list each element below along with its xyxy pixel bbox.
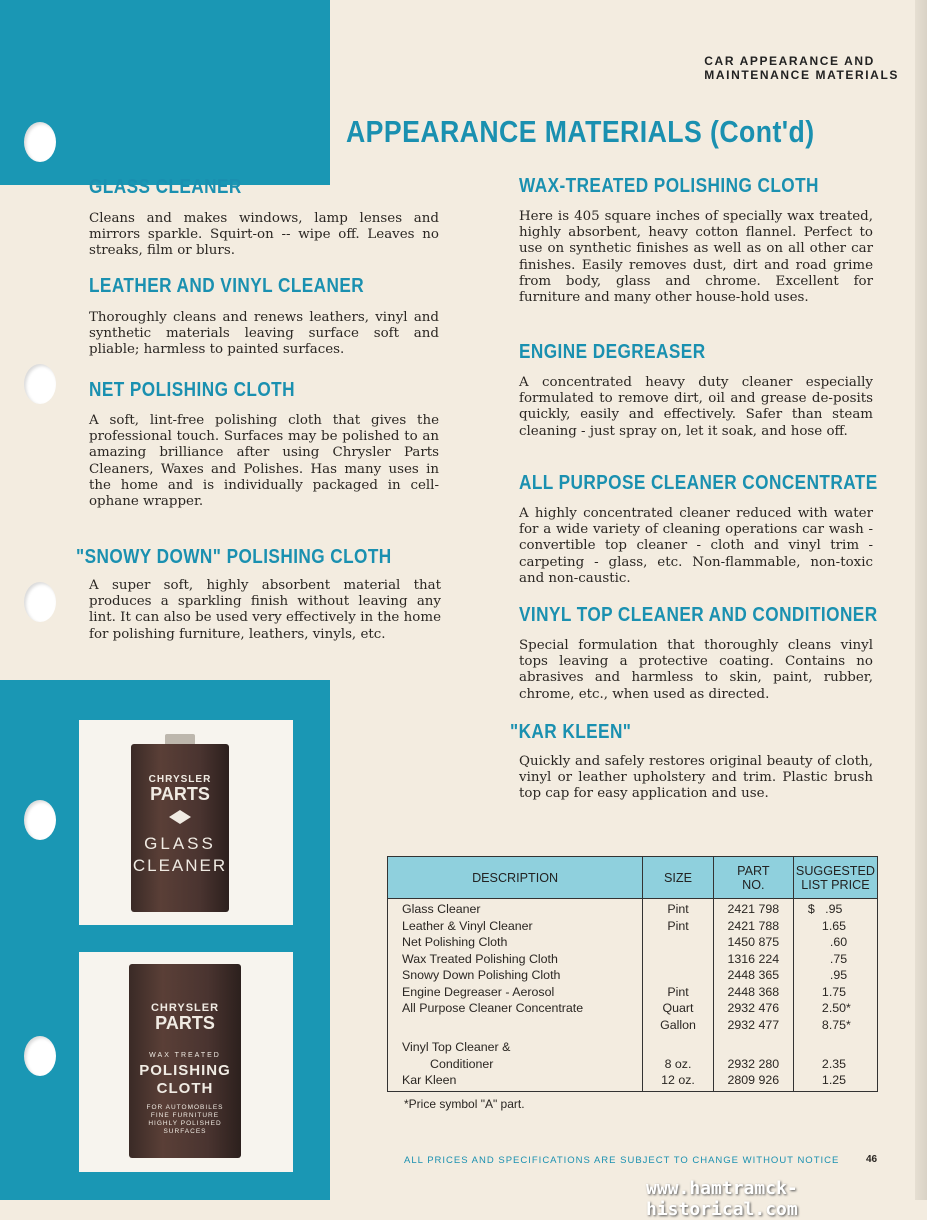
cell-size: 8 oz. (643, 1056, 714, 1073)
cell-part: 2421 788 (713, 918, 793, 935)
section-header-line: MAINTENANCE MATERIALS (704, 68, 899, 82)
cell-description: Vinyl Top Cleaner & (388, 1033, 643, 1056)
col-header-price-line1: SUGGESTED (795, 863, 875, 878)
cell-part: 1316 224 (713, 951, 793, 968)
col-header-description: DESCRIPTION (388, 857, 643, 899)
glass-cleaner-can (131, 744, 229, 912)
col-header-price (793, 857, 877, 899)
box-sub: WAX TREATED (149, 1052, 221, 1059)
all-purpose-text: A highly concentrated cleaner reduced with water for a wide variety of cleaning operations car wash - convertible top cleaner - cloth and vinyl trim - carpeting - glass, etc. Non-flammable, non-toxic and non-caustic. (519, 506, 873, 586)
table-row (388, 1017, 878, 1034)
cell-price: 2.50* (793, 1000, 877, 1017)
table-row (388, 899, 878, 918)
cell-price: 8.75* (793, 1017, 877, 1034)
cell-size: Pint (643, 918, 714, 935)
binder-hole (24, 582, 56, 622)
cell-part: 2448 365 (713, 967, 793, 984)
net-polishing-text: A soft, lint-free polishing cloth that gives the professional touch. Surfaces may be polished to an amazing brilliance after using Chrysler Parts Cleaners, Waxes and Polishes. Has many uses in the home and is individually packaged in cell-ophane wrapper. (89, 413, 439, 510)
glass-cleaner-text: Cleans and makes windows, lamp lenses and mirrors sparkle. Squirt-on -- wipe off. Leaves no streaks, film or blurs. (89, 211, 439, 259)
box-small3: HIGHLY POLISHED (148, 1120, 222, 1127)
all-purpose-heading: ALL PURPOSE CLEANER CONCENTRATE (519, 472, 878, 494)
binder-hole (24, 1036, 56, 1076)
price-table (387, 856, 878, 1092)
engine-degreaser-heading: ENGINE DEGREASER (519, 341, 706, 363)
table-row (388, 951, 878, 968)
snowy-down-text: A super soft, highly absorbent material that produces a sparkling finish without leaving any lint. It can also be used very effectively in the home for polishing furniture, leathers, vinyls, etc. (89, 578, 441, 642)
leather-vinyl-heading: LEATHER AND VINYL CLEANER (89, 275, 365, 297)
cell-part: 2932 280 (713, 1056, 793, 1073)
cell-size: Quart (643, 1000, 714, 1017)
cell-size (643, 1033, 714, 1056)
polishing-cloth-box (129, 964, 241, 1158)
cell-price: .95 (793, 967, 877, 984)
table-row (388, 934, 878, 951)
col-header-part (713, 857, 793, 899)
section-header-line: CAR APPEARANCE AND (704, 54, 875, 68)
pentastar-logo (169, 810, 191, 824)
cell-part: 2932 476 (713, 1000, 793, 1017)
box-line1: POLISHING (139, 1062, 231, 1079)
section-header (704, 54, 899, 82)
box-small1: FOR AUTOMOBILES (146, 1104, 224, 1111)
footer-notice: ALL PRICES AND SPECIFICATIONS ARE SUBJECT TO CHANGE WITHOUT NOTICE (404, 1155, 840, 1166)
cell-description: Kar Kleen (388, 1072, 643, 1091)
cell-size: Gallon (643, 1017, 714, 1034)
table-row (388, 967, 878, 984)
binder-hole (24, 364, 56, 404)
cell-part: 2809 926 (713, 1072, 793, 1091)
cell-price: 1.75 (793, 984, 877, 1001)
cell-description: Glass Cleaner (388, 899, 643, 918)
table-row (388, 1056, 878, 1073)
cell-description: Snowy Down Polishing Cloth (388, 967, 643, 984)
leather-vinyl-text: Thoroughly cleans and renews leathers, vinyl and synthetic materials leaving surface soft and pliable; harmless to painted surfaces. (89, 310, 439, 358)
box-line2: CLOTH (156, 1080, 214, 1097)
product-photo-polishing-cloth (79, 952, 293, 1172)
cell-part (713, 1033, 793, 1056)
kar-kleen-heading: "KAR KLEEN" (510, 721, 632, 743)
cell-size: 12 oz. (643, 1072, 714, 1091)
cell-price: .75 (793, 951, 877, 968)
wax-treated-text: Here is 405 square inches of specially wax treated, highly absorbent, heavy cotton flannel. Perfect to use on synthetic finishes as well as on all other car finishes. Easily removes dust, dirt and road grime from body, glass and chrome. Excellent for furniture and many other house-hold uses. (519, 209, 873, 306)
box-brand-bottom: PARTS (155, 1013, 215, 1033)
box-small2: FINE FURNITURE (150, 1112, 220, 1119)
net-polishing-heading: NET POLISHING CLOTH (89, 379, 295, 401)
col-header-part-line1: PART (737, 863, 770, 878)
cell-part: 2932 477 (713, 1017, 793, 1034)
can-brand-bottom: PARTS (150, 784, 210, 804)
col-header-price-line2: LIST PRICE (801, 877, 870, 892)
vinyl-top-text: Special formulation that thoroughly cleans vinyl tops leaving a protective coating. Contains no abrasives and harmless to skin, paint, rubber, chrome, etc., when used as directed. (519, 638, 873, 702)
cell-price: 1.25 (793, 1072, 877, 1091)
cell-part: 2421 798 (713, 899, 793, 918)
table-row (388, 1072, 878, 1091)
binder-hole (24, 122, 56, 162)
cell-price: 1.65 (793, 918, 877, 935)
col-header-part-line2: NO. (742, 877, 765, 892)
table-row (388, 918, 878, 935)
page-edge (915, 0, 927, 1200)
box-brand-top: CHRYSLER (150, 1002, 220, 1014)
cell-price (793, 1033, 877, 1056)
page-title: APPEARANCE MATERIALS (Cont'd) (346, 114, 815, 149)
cell-part: 2448 368 (713, 984, 793, 1001)
cell-size (643, 967, 714, 984)
product-photo-glass-cleaner (79, 720, 293, 925)
can-line1: GLASS (144, 834, 216, 853)
cell-price: .60 (793, 934, 877, 951)
table-footnote: *Price symbol "A" part. (404, 1097, 525, 1111)
cell-description: Engine Degreaser - Aerosol (388, 984, 643, 1001)
box-small4: SURFACES (163, 1128, 207, 1135)
cell-description: Conditioner (388, 1056, 643, 1073)
cell-size (643, 951, 714, 968)
cell-price: $ .95 (793, 899, 877, 918)
table-row (388, 1000, 878, 1017)
col-header-size: SIZE (643, 857, 714, 899)
engine-degreaser-text: A concentrated heavy duty cleaner especially formulated to remove dirt, oil and grease de-posits quickly, easily and effectively. Safer than steam cleaning - just spray on, let it soak, and hose off. (519, 375, 873, 439)
vinyl-top-heading: VINYL TOP CLEANER AND CONDITIONER (519, 604, 878, 626)
cell-part: 1450 875 (713, 934, 793, 951)
cell-description: All Purpose Cleaner Concentrate (388, 1000, 643, 1017)
can-line2: CLEANER (132, 856, 228, 875)
watermark: www.hamtramck-historical.com (646, 1178, 798, 1220)
page-number: 46 (866, 1154, 878, 1165)
kar-kleen-text: Quickly and safely restores original beauty of cloth, vinyl or leather upholstery and trim. Plastic brush top cap for easy application and use. (519, 754, 873, 802)
table-row (388, 984, 878, 1001)
cell-size: Pint (643, 984, 714, 1001)
cell-size: Pint (643, 899, 714, 918)
wax-treated-heading: WAX-TREATED POLISHING CLOTH (519, 175, 819, 197)
cell-description: Wax Treated Polishing Cloth (388, 951, 643, 968)
cell-size (643, 934, 714, 951)
cell-description: Net Polishing Cloth (388, 934, 643, 951)
glass-cleaner-heading: GLASS CLEANER (89, 176, 242, 198)
cell-description: Leather & Vinyl Cleaner (388, 918, 643, 935)
snowy-down-heading: "SNOWY DOWN" POLISHING CLOTH (76, 546, 392, 568)
can-brand-top: CHRYSLER (148, 774, 212, 785)
cell-price: 2.35 (793, 1056, 877, 1073)
binder-hole (24, 800, 56, 840)
table-row (388, 1033, 878, 1056)
cell-description (388, 1017, 643, 1034)
